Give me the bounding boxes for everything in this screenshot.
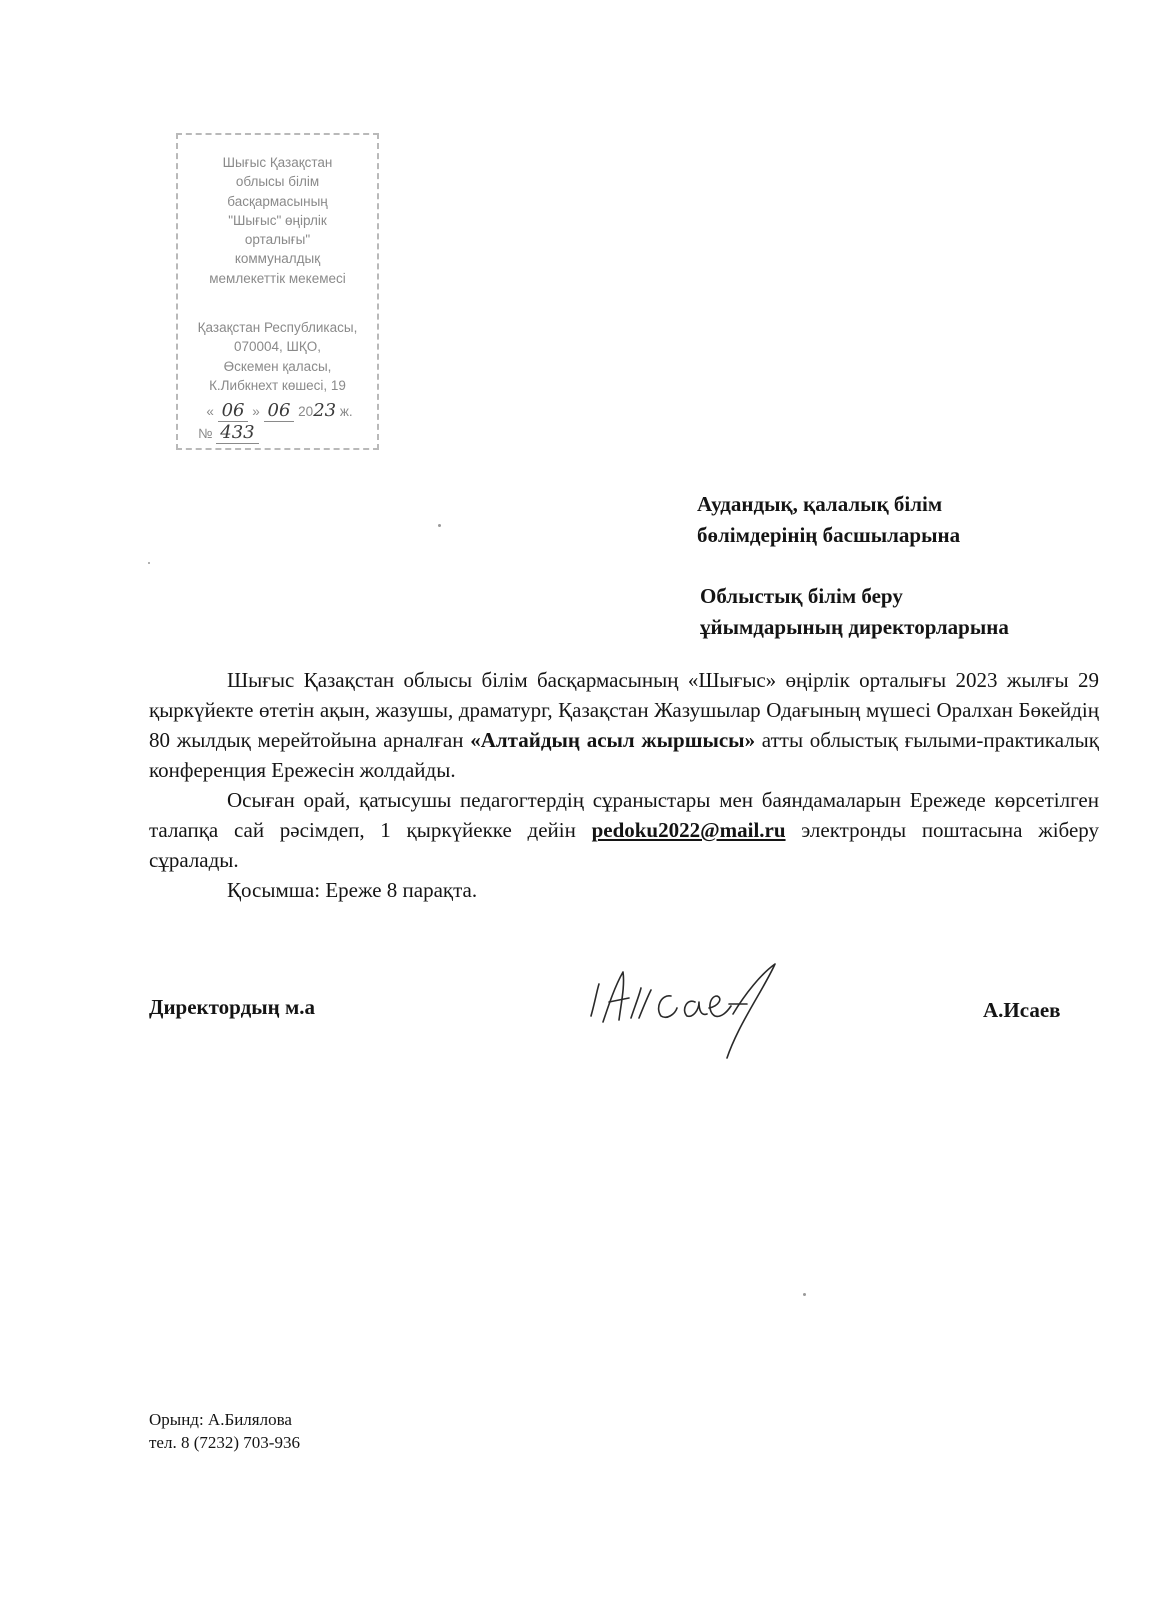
addressee-line: Облыстық білім беру [700,584,903,608]
stamp-address-line: К.Либкнехт көшесі, 19 [209,377,346,393]
scan-speck [148,562,150,564]
stamp-org-line: басқармасының [227,193,328,209]
body-text-span: электронды поштасына жіберу сұралады. [149,818,1099,872]
body-paragraph-attachment: Қосымша: Ереже 8 парақта. [227,878,478,902]
stamp-number-value: 433 [216,422,258,444]
stamp-date-suffix: ж. [339,404,353,419]
executor-phone: тел. 8 (7232) 703-936 [149,1433,300,1452]
stamp-org-line: облысы білім [235,174,320,190]
addressee-line: бөлімдерінің басшыларына [697,523,961,547]
stamp-org-line: орталығы" [244,232,311,248]
addressee-district-education [697,489,960,551]
body-text-span: атты облыстық ғылыми-практикалық конференция Ережесін жолдайды. [149,728,1099,782]
stamp-org-line: Шығыс Қазақстан [222,155,333,170]
executor-name: Орынд: А.Билялова [149,1410,292,1429]
body-text-span: Шығыс Қазақстан облысы білім басқармасының «Шығыс» өңірлік орталығы 2023 жылғы 29 қыркүйекте өтетін ақын, жазушы, драматург, Қазақстан Жазушылар Одағының мүшесі Оралхан Бөкейдің 80 жылдық мерейтойына арналған [149,668,1099,752]
stamp-organization [178,153,377,288]
stamp-org-line: коммуналдық [234,251,321,267]
executor-footer [149,1408,300,1454]
body-paragraph-2 [149,785,1099,875]
stamp-address [178,318,377,395]
addressee-regional-organizations [700,581,1009,643]
body-text-span: Осыған орай, қатысушы педагогтердің сұраныстары мен баяндамаларын Ережеде көрсетілген талапқа сай рәсімдеп, 1 қыркүйекке дейін [149,788,1099,842]
addressee-line: Аудандық, қалалық білім [697,492,943,516]
stamp-address-line: Өскемен қаласы, [223,358,332,374]
stamp-address-line: 070004, ШҚО, [233,339,322,355]
stamp-date: « 06 » 06 2023 ж. [206,400,353,421]
body-paragraph-1 [149,665,1099,785]
conference-title: «Алтайдың асыл жыршысы» [470,728,756,752]
stamp-org-line: мемлекеттік мекемесі [209,270,346,286]
stamp-number [198,422,259,444]
letter-body [149,665,1099,905]
signatory-role: Директордың м.а [149,995,316,1019]
stamp-date-day: 06 [218,400,249,422]
signatory-name: А.Исаев [983,998,1061,1022]
stamp-date-year-prefix: 20 [298,404,314,419]
stamp-date-year-suffix: 23 [313,400,337,421]
scan-speck [438,524,441,527]
scan-speck [803,1293,806,1296]
stamp-org-line: "Шығыс" өңірлік [228,212,327,228]
email-link[interactable]: pedoku2022@mail.ru [591,818,786,842]
stamp-address-line: Қазақстан Республикасы, [197,320,358,335]
stamp-number-prefix: № [198,426,213,441]
stamp-date-month: 06 [264,400,295,422]
handwritten-signature [583,958,793,1063]
addressee-line: ұйымдарының директорларына [700,615,1009,639]
registration-stamp [176,133,379,450]
